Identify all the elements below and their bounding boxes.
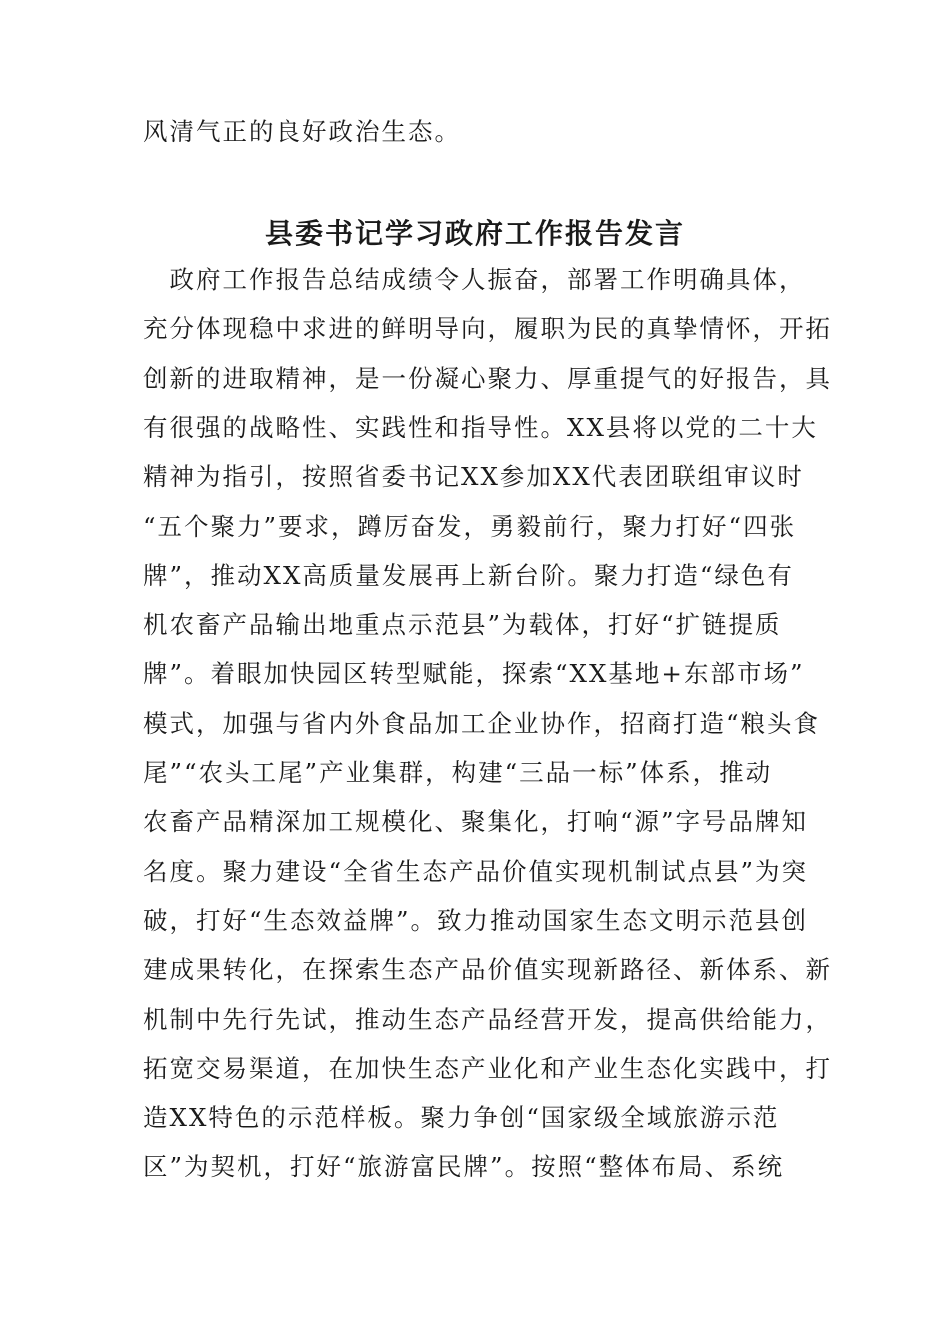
body-line: 区”为契机，打好“旅游富民牌”。按照“整体布局、系统: [143, 1152, 785, 1182]
body-line: 充分体现稳中求进的鲜明导向，履职为民的真挚情怀，开拓: [143, 314, 832, 344]
body-line: 拓宽交易渠道，在加快生态产业化和产业生态化实践中，打: [143, 1053, 832, 1083]
body-line: 精神为指引，按照省委书记XX参加XX代表团联组审议时: [143, 462, 804, 492]
body-line: 农畜产品精深加工规模化、聚集化，打响“源”字号品牌知: [143, 807, 809, 837]
body-line: 模式，加强与省内外食品加工企业协作，招商打造“粮头食: [143, 708, 821, 738]
body-line: 机农畜产品输出地重点示范县”为载体，打好“扩链提质: [143, 610, 782, 640]
body-line: 牌”。着眼加快园区转型赋能，探索“XX基地+东部市场”: [143, 659, 805, 689]
body-line: 破，打好“生态效益牌”。致力推动国家生态文明示范县创: [143, 905, 809, 935]
body-line: 政府工作报告总结成绩令人振奋，部署工作明确具体，: [143, 265, 806, 294]
body-line: 名度。聚力建设“全省生态产品价值实现机制试点县”为突: [143, 856, 809, 886]
body-line: 尾”“农头工尾”产业集群，构建“三品一标”体系，推动: [143, 758, 773, 787]
body-line: 创新的进取精神，是一份凝心聚力、厚重提气的好报告，具: [143, 363, 832, 393]
body-line: 有很强的战略性、实践性和指导性。XX县将以党的二十大: [143, 412, 818, 442]
body-line: 造XX特色的示范样板。聚力争创“国家级全域旅游示范: [143, 1103, 780, 1133]
body-line: 建成果转化，在探索生态产品价值实现新路径、新体系、新: [143, 955, 832, 985]
body-line: 机制中先行先试，推动生态产品经营开发，提高供给能力，: [143, 1004, 832, 1034]
intro-tail-line: 风清气正的良好政治生态。: [143, 117, 461, 146]
body-line: “五个聚力”要求，蹲厉奋发，勇毅前行，聚力打好“四张: [143, 511, 797, 541]
document-title: 县委书记学习政府工作报告发言: [264, 217, 685, 250]
body-line: 牌”，推动XX高质量发展再上新台阶。聚力打造“绿色有: [143, 560, 794, 590]
